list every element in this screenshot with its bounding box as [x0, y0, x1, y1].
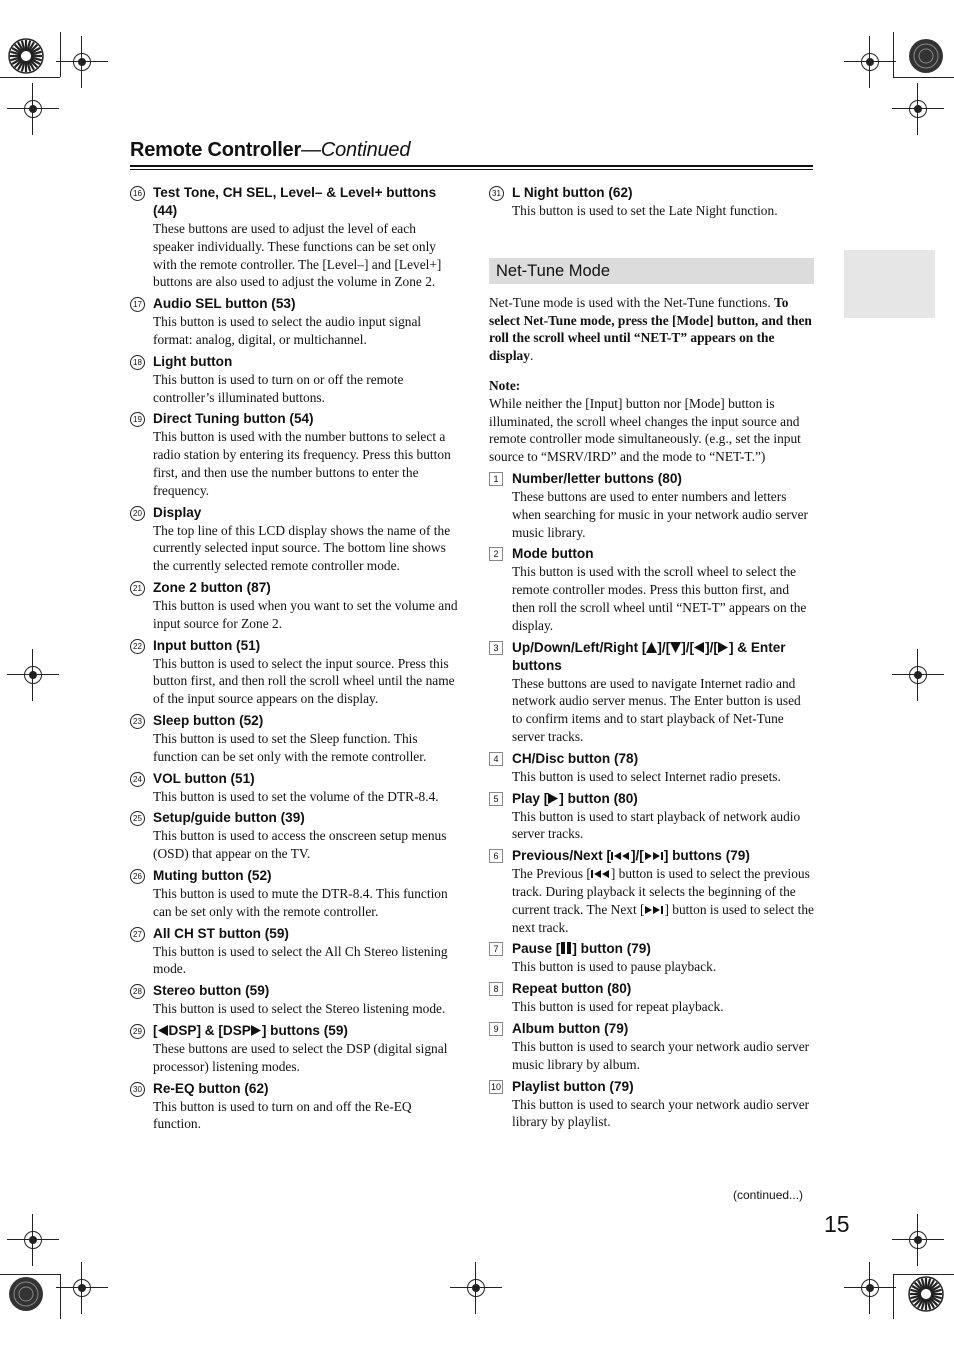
list-item: 31 L Night button (62) This button is used to set the Late Night function. [489, 184, 814, 220]
intro-paragraph: Net-Tune mode is used with the Net-Tune functions. To select Net-Tune mode, press the [Mode] button, and then roll the scroll wheel until “NET-T” appears on the display. [489, 294, 812, 364]
starburst-target-icon [906, 36, 946, 76]
list-item: 8 Repeat button (80) This button is used for repeat playback. [489, 980, 814, 1016]
crosshair-icon [21, 97, 45, 121]
crosshair-icon [858, 1276, 882, 1300]
list-item: 10 Playlist button (79) This button is used to search your network audio server library by playlist. [490, 1078, 810, 1130]
right-column [489, 184, 814, 1135]
list-item: 18 Light button This button is used to turn on or off the remote controller’s illuminated buttons. [130, 353, 460, 407]
starburst-target-icon [6, 1274, 46, 1314]
list-item: 9 Album button (79) This button is used to search your network audio server music library by album. [489, 1020, 814, 1074]
crosshair-icon [906, 663, 930, 687]
left-column [130, 184, 460, 1137]
list-item: 29 [ DSP] & [DSP ] buttons (59) These buttons are used to select the DSP (digital signal processor) listening modes. [130, 1022, 460, 1076]
list-item: 21 Zone 2 button (87) This button is used when you want to set the volume and input source for Zone 2. [130, 579, 460, 633]
list-item: 4 CH/Disc button (78) This button is used to select Internet radio presets. [489, 750, 814, 786]
list-item: 6 Previous/Next [ ]/[ ] buttons (79) The Previous [ ] button is used to select the previous track. During playback it selects the beginning of the current track. The Next [ ] button is used to select the next track. [489, 847, 814, 936]
list-item: 20 Display The top line of this LCD display shows the name of the currently selected input source. The bottom line shows the currently selected remote controller mode. [130, 504, 460, 575]
list-item: 7 Pause [ ] button (79) This button is used to pause playback. [489, 940, 814, 976]
crosshair-icon [464, 1276, 488, 1300]
list-item: 3 Up/Down/Left/Right [ ]/[ ]/[ ]/[ ] & Enter buttons These buttons are used to navigate Internet radio and network audio server menus. The Enter button is used to confirm items and to start playback of Net-Tune server tracks. [489, 639, 814, 746]
crosshair-icon [21, 1228, 45, 1252]
list-item: 24 VOL button (51) This button is used to set the volume of the DTR-8.4. [130, 770, 460, 806]
list-item: 30 Re-EQ button (62) This button is used to turn on and off the Re-EQ function. [130, 1080, 460, 1134]
note-text: While neither the [Input] button nor [Mode] button is illuminated, the scroll wheel changes the input source and remote controller mode simultaneously. (e.g., set the input source to “MSRV/IRD” and the mode to “NET-T.”) [489, 395, 801, 465]
crosshair-icon [858, 50, 882, 74]
crosshair-icon [70, 1276, 94, 1300]
list-item: 23 Sleep button (52) This button is used to set the Sleep function. This function can be set only with the remote controller. [130, 712, 460, 766]
triangle-down-icon [670, 642, 681, 653]
list-item: 17 Audio SEL button (53) This button is used to select the audio input signal format: analog, digital, or multichannel. [130, 295, 460, 349]
crosshair-icon [906, 1228, 930, 1252]
triangle-left-icon [694, 642, 705, 653]
list-item: 16 Test Tone, CH SEL, Level– & Level+ buttons (44) These buttons are used to adjust the level of each speaker individually. These functions can be set only with the remote controller. The [Level–] and [Level+] buttons are also used to adjust the volume in Zone 2. [130, 184, 460, 291]
previous-track-icon [591, 869, 611, 879]
starburst-target-icon [906, 1274, 946, 1314]
continued-note: (continued...) [733, 1188, 804, 1202]
list-item: 2 Mode button This button is used with the scroll wheel to select the remote controller modes. Press this button first, and then roll the scroll wheel until “NET-T” appears on the display. [489, 545, 814, 634]
triangle-left-icon [158, 1025, 169, 1036]
list-item: 1 Number/letter buttons (80) These buttons are used to enter numbers and letters when searching for music in your network audio server music library. [489, 470, 814, 541]
play-icon [548, 793, 559, 804]
crosshair-icon [906, 97, 930, 121]
section-heading: Net-Tune Mode [489, 258, 814, 284]
triangle-right-icon [251, 1025, 262, 1036]
triangle-up-icon [646, 642, 657, 653]
list-item: 25 Setup/guide button (39) This button is used to access the onscreen setup menus (OSD) that appear on the TV. [130, 809, 460, 863]
note-label: Note: [489, 377, 521, 393]
section-tab [844, 250, 935, 318]
page-title: Remote Controller—Continued [130, 139, 411, 161]
list-item: 5 Play [ ] button (80) This button is used to start playback of network audio server tracks. [489, 790, 814, 844]
crosshair-icon [70, 50, 94, 74]
list-item: 19 Direct Tuning button (54) This button is used with the number buttons to select a radio station by entering its frequency. Press this button first, and then use the number buttons to enter the frequency. [130, 410, 460, 499]
previous-track-icon [611, 851, 631, 861]
page-number: 15 [824, 1211, 850, 1237]
crosshair-icon [21, 663, 45, 687]
list-item: 28 Stereo button (59) This button is used to select the Stereo listening mode. [130, 982, 460, 1018]
list-item: 27 All CH ST button (59) This button is used to select the All Ch Stereo listening mode. [130, 925, 460, 979]
starburst-target-icon [6, 36, 46, 76]
page-header [130, 139, 813, 162]
next-track-icon [644, 851, 664, 861]
pause-icon [560, 942, 572, 954]
list-item: 26 Muting button (52) This button is used to mute the DTR-8.4. This function can be set only with the remote controller. [130, 867, 460, 921]
triangle-right-icon [718, 642, 729, 653]
list-item: 22 Input button (51) This button is used to select the input source. Press this button first, and then roll the scroll wheel until the name of the input source appears on the display. [130, 637, 460, 708]
next-track-icon [644, 905, 664, 915]
